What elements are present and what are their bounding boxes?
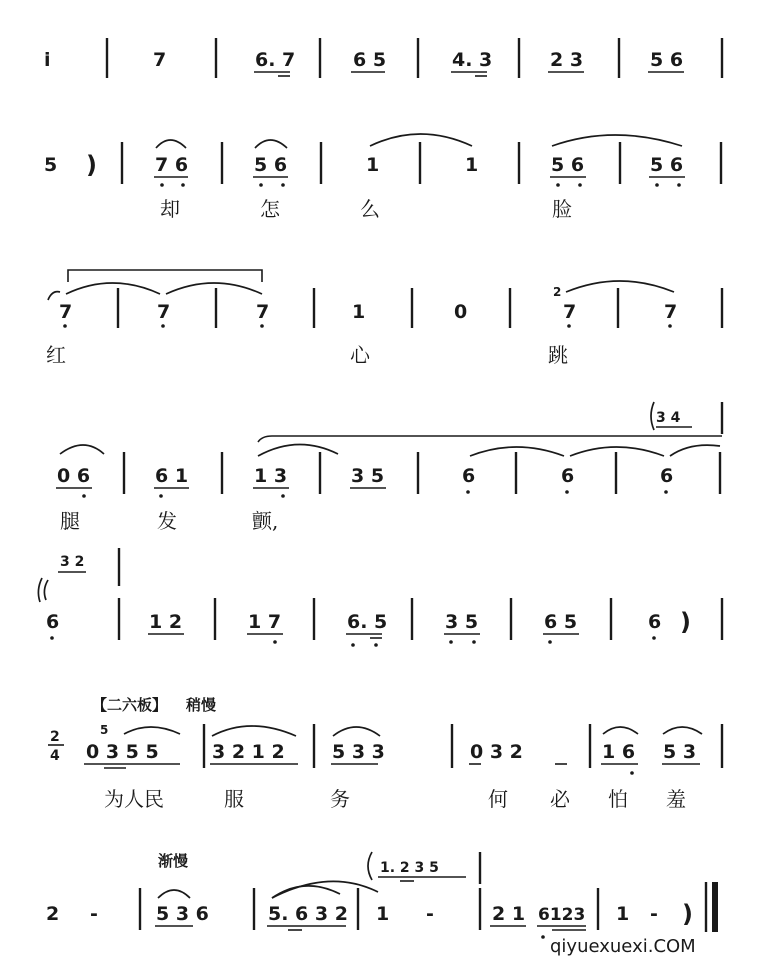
slur	[255, 140, 287, 148]
slur	[258, 444, 338, 456]
note: 5 3	[663, 741, 697, 763]
low-dot	[181, 183, 185, 187]
lyric: 么	[360, 197, 380, 221]
low-dot	[567, 324, 571, 328]
note: 6 5	[544, 611, 578, 633]
slur	[124, 727, 180, 734]
note: 0 3 2	[470, 741, 523, 763]
low-dot	[655, 183, 659, 187]
low-dot	[50, 636, 54, 640]
low-dot	[541, 935, 545, 939]
note: 7	[256, 301, 270, 323]
note: 1 3	[254, 465, 288, 487]
low-dot	[677, 183, 681, 187]
lyric: 却	[160, 197, 180, 221]
note: 1 2	[149, 611, 183, 633]
slur	[60, 445, 104, 454]
note: 6	[648, 611, 662, 633]
slur	[272, 886, 340, 898]
lyric: 务	[330, 787, 350, 811]
note: 2	[46, 903, 60, 925]
open-paren	[38, 578, 42, 602]
lyric: 红	[46, 343, 66, 367]
note: i	[44, 49, 51, 71]
slur	[333, 727, 380, 736]
note: 5	[44, 154, 58, 176]
slur	[48, 292, 60, 300]
system-7	[46, 852, 718, 939]
low-dot	[472, 640, 476, 644]
note: 0 3 5 5	[86, 741, 159, 763]
system-6	[48, 696, 722, 811]
tempo-marking: 稍慢	[186, 696, 217, 714]
low-dot	[351, 643, 355, 647]
close-paren: )	[86, 151, 97, 179]
low-dot	[160, 183, 164, 187]
low-dot	[548, 640, 552, 644]
tie	[552, 135, 682, 146]
note: 5 6	[551, 154, 585, 176]
tie	[166, 283, 262, 294]
low-dot	[578, 183, 582, 187]
tie	[566, 281, 674, 292]
slur	[158, 890, 190, 898]
above-notes: 3 2	[60, 554, 85, 570]
note: 1	[616, 903, 630, 925]
note: 6123	[538, 905, 586, 925]
note: 7	[59, 301, 73, 323]
system-5	[38, 548, 722, 647]
system-1	[44, 38, 722, 78]
note: 6	[462, 465, 476, 487]
note: 5 3 3	[332, 741, 385, 763]
slur	[156, 140, 186, 148]
note: 0	[454, 301, 468, 323]
tempo-marking: 渐慢	[158, 852, 189, 870]
low-dot	[556, 183, 560, 187]
open-paren	[44, 580, 48, 600]
note: 7	[157, 301, 171, 323]
note: 2 1	[492, 903, 526, 925]
phrase-bracket	[68, 270, 262, 282]
note: 6 5	[353, 49, 387, 71]
note: 3 2 1 2	[212, 741, 285, 763]
note: 7	[563, 301, 577, 323]
lyric: 必	[550, 787, 570, 811]
low-dot	[374, 643, 378, 647]
lyric: 颤,	[252, 509, 279, 533]
lyric: 羞	[666, 787, 686, 811]
open-paren	[368, 852, 372, 880]
note: 6	[660, 465, 674, 487]
note: 5. 6 3 2	[268, 903, 348, 925]
time-signature-bottom: 4	[50, 748, 60, 764]
low-dot	[161, 324, 165, 328]
close-paren: )	[680, 608, 691, 636]
dash: -	[426, 903, 434, 925]
low-dot	[259, 183, 263, 187]
low-dot	[281, 494, 285, 498]
note: 1	[352, 301, 366, 323]
note: 6. 7	[255, 49, 296, 71]
low-dot	[664, 490, 668, 494]
low-dot	[63, 324, 67, 328]
note: 1	[366, 154, 380, 176]
note: 7 6	[155, 154, 189, 176]
lyric: 怎	[260, 197, 280, 221]
note: 2 3	[550, 49, 584, 71]
lyric: 服	[224, 787, 244, 811]
note: 5 6	[650, 154, 684, 176]
dash: -	[90, 903, 98, 925]
grace-note: 2	[553, 285, 562, 299]
low-dot	[466, 490, 470, 494]
slur	[603, 727, 638, 734]
note: 5 6	[650, 49, 684, 71]
system-2	[44, 134, 721, 221]
note: 1 6	[602, 741, 636, 763]
above-notes: 3 4	[656, 410, 681, 426]
note: 1	[376, 903, 390, 925]
close-paren: )	[682, 900, 693, 928]
tie	[66, 283, 160, 294]
section-label: 【二六板】	[92, 696, 168, 714]
low-dot	[159, 494, 163, 498]
low-dot	[630, 771, 634, 775]
phrase-bracket	[258, 436, 722, 442]
slur	[212, 726, 296, 736]
system-3	[46, 270, 722, 367]
note: 3 5	[445, 611, 479, 633]
note: 7	[664, 301, 678, 323]
note: 5 3 6	[156, 903, 209, 925]
note: 0 6	[57, 465, 91, 487]
lyric: 怕	[608, 787, 628, 811]
note: 6	[46, 611, 60, 633]
low-dot	[668, 324, 672, 328]
lyric: 发	[157, 509, 177, 533]
lyric: 为人民	[104, 787, 164, 811]
note: 6	[561, 465, 575, 487]
note: 6. 5	[347, 611, 388, 633]
note: 4. 3	[452, 49, 493, 71]
above-notes: 1. 2 3 5	[380, 860, 439, 876]
system-4	[56, 402, 722, 533]
note: 6 1	[155, 465, 189, 487]
lyric: 腿	[60, 509, 80, 533]
note: 7	[153, 49, 167, 71]
low-dot	[449, 640, 453, 644]
low-dot	[273, 640, 277, 644]
low-dot	[281, 183, 285, 187]
open-paren	[651, 402, 654, 430]
lyric: 心	[350, 343, 370, 367]
lyric: 脸	[552, 197, 572, 221]
note: 1 7	[248, 611, 282, 633]
dash: -	[650, 903, 658, 925]
note: 3 5	[351, 465, 385, 487]
note: 1	[465, 154, 479, 176]
lyric: 何	[488, 787, 508, 811]
tie	[670, 445, 720, 456]
time-signature-top: 2	[50, 729, 60, 745]
low-dot	[82, 494, 86, 498]
note: 5 6	[254, 154, 288, 176]
low-dot	[565, 490, 569, 494]
low-dot	[652, 636, 656, 640]
slur	[663, 727, 702, 734]
grace-note: 5	[100, 723, 109, 737]
final-barline-thick	[712, 882, 718, 932]
watermark: qiyuexuexi.COM	[550, 936, 696, 957]
lyric: 跳	[548, 343, 568, 367]
low-dot	[260, 324, 264, 328]
